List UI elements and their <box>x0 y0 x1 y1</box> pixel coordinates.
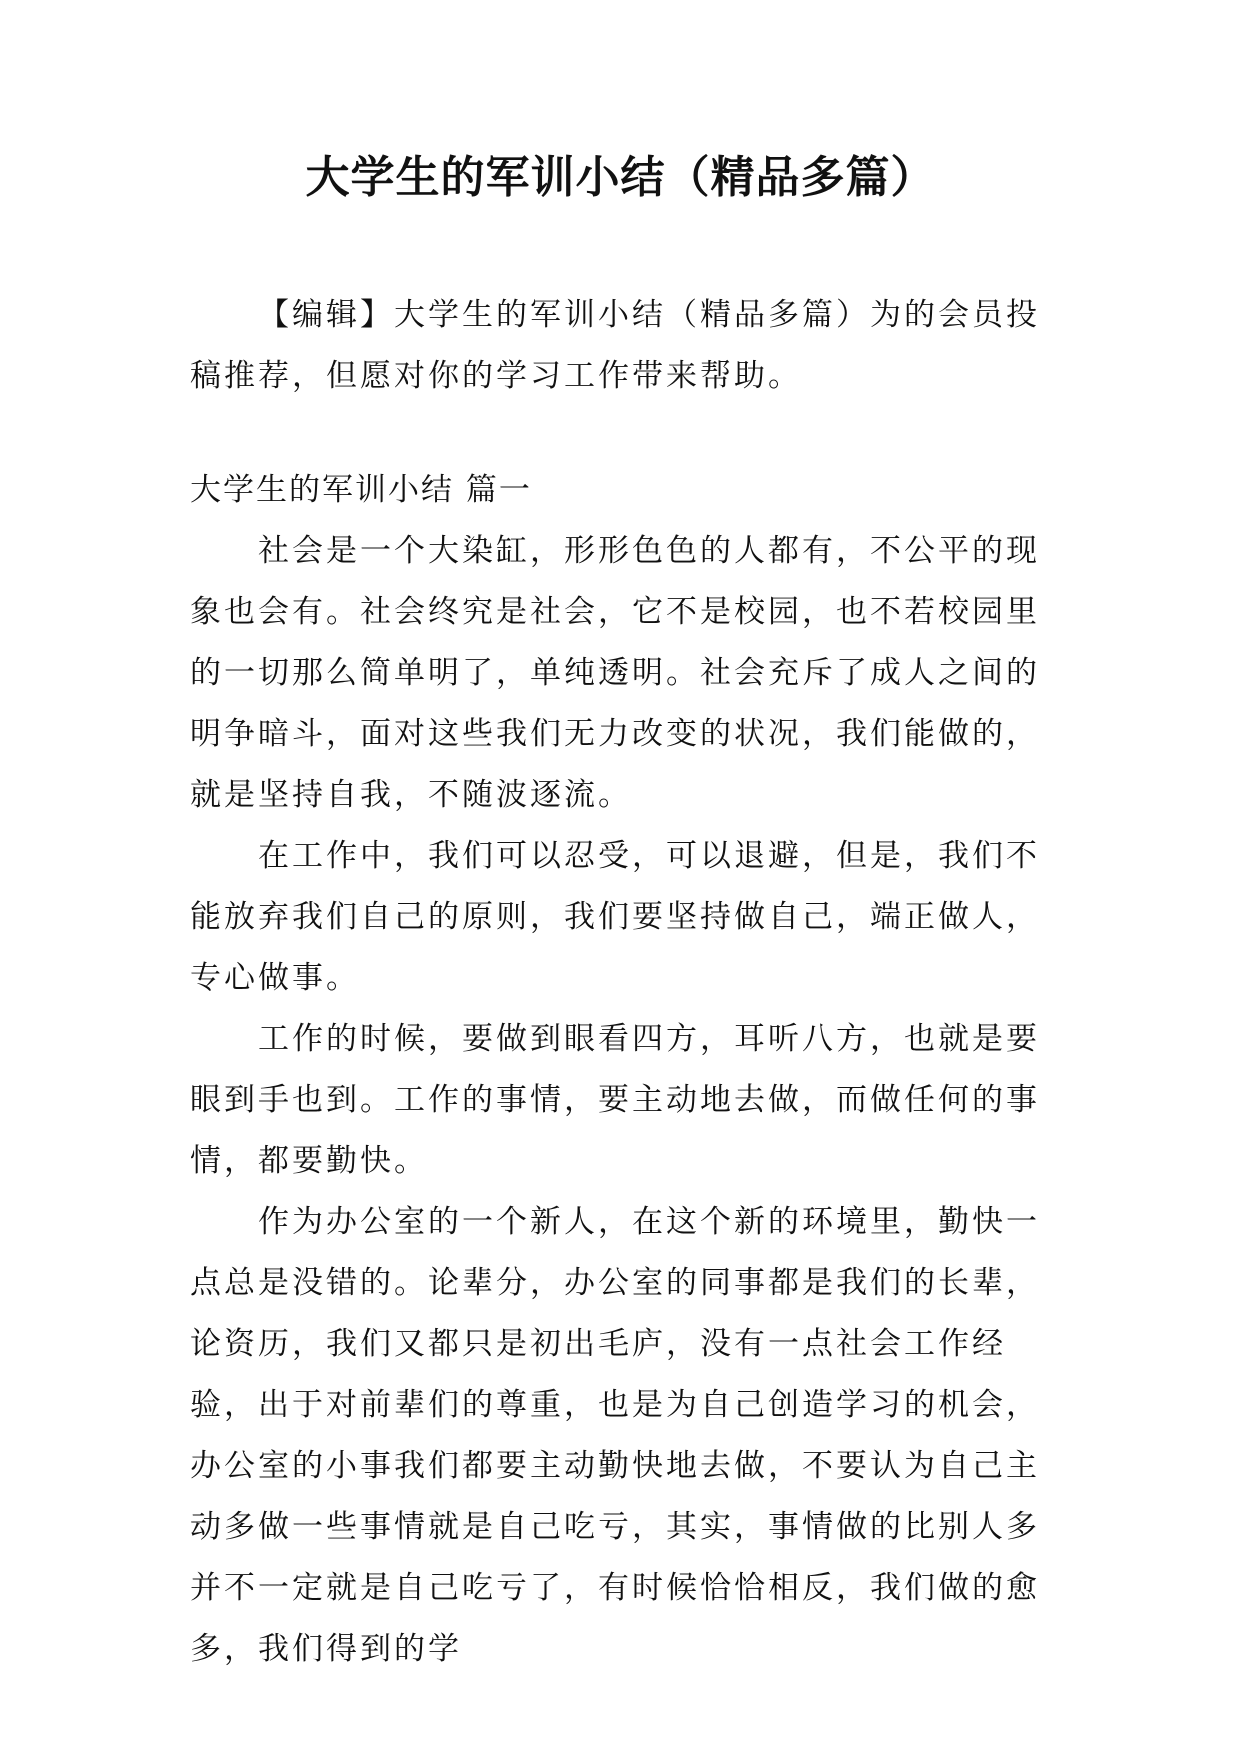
document-title: 大学生的军训小结（精品多篇） <box>305 152 936 203</box>
body-paragraph: 工作的时候，要做到眼看四方，耳听八方，也就是要眼到手也到。工作的事情，要主动地去做，而做任何的事情，都要勤快。 <box>190 1021 1040 1179</box>
section-one <box>190 460 1055 1680</box>
body-paragraph: 社会是一个大染缸，形形色色的人都有，不公平的现象也会有。社会终究是社会，它不是校园，也不若校园里的一切那么简单明了，单纯透明。社会充斥了成人之间的明争暗斗，面对这些我们无力改变的状况，我们能做的，就是坚持自我，不随波逐流。 <box>190 533 1040 813</box>
body-paragraph: 在工作中，我们可以忍受，可以退避，但是，我们不能放弃我们自己的原则，我们要坚持做自己，端正做人，专心做事。 <box>190 838 1040 996</box>
body-paragraph: 作为办公室的一个新人，在这个新的环境里，勤快一点总是没错的。论辈分，办公室的同事都是我们的长辈，论资历，我们又都只是初出毛庐，没有一点社会工作经验，出于对前辈们的尊重，也是为自己创造学习的机会，办公室的小事我们都要主动勤快地去做，不要认为自己主动多做一些事情就是自己吃亏，其实，事情做的比别人多并不一定就是自己吃亏了，有时候恰恰相反，我们做的愈多，我们得到的学 <box>190 1204 1040 1667</box>
intro-paragraph: 【编辑】大学生的军训小结（精品多篇）为的会员投稿推荐，但愿对你的学习工作带来帮助。 <box>190 297 1040 394</box>
section-heading: 大学生的军训小结 篇一 <box>190 472 532 508</box>
intro-block <box>190 285 1055 407</box>
